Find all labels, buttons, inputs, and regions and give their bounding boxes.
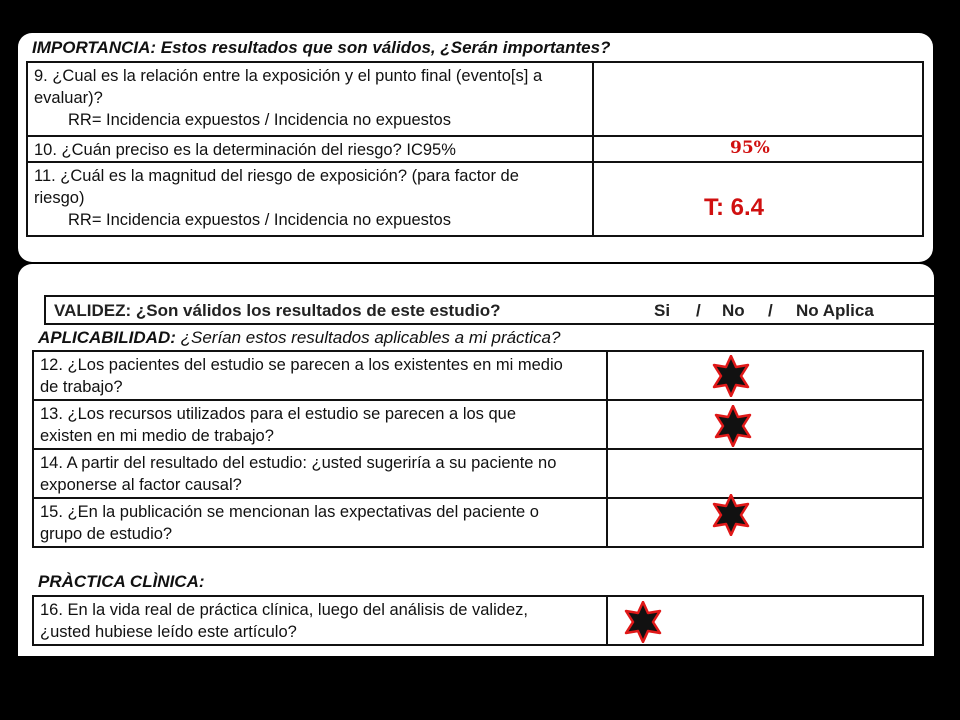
question-text: ¿usted hubiese leído este artículo? <box>40 623 297 641</box>
question-text: exponerse al factor causal? <box>40 476 242 494</box>
answer-cell-10[interactable] <box>593 136 923 162</box>
question-text: riesgo) <box>34 189 85 207</box>
importancia-title: IMPORTANCIA: Estos resultados que son válidos, ¿Serán importantes? <box>32 38 611 57</box>
question-10 <box>27 136 593 162</box>
validez-header <box>44 295 934 325</box>
aplicabilidad-question: ¿Serían estos resultados aplicables a mi práctica? <box>175 328 561 347</box>
question-15 <box>33 498 607 547</box>
star-icon <box>622 601 664 643</box>
importancia-card <box>18 33 933 262</box>
table-row <box>33 400 923 449</box>
table-row <box>33 351 923 400</box>
option-si: Si <box>654 301 671 320</box>
aplicabilidad-title <box>38 328 560 348</box>
question-text: de trabajo? <box>40 378 123 396</box>
question-text: grupo de estudio? <box>40 525 173 543</box>
table-row <box>33 596 923 645</box>
option-no-aplica: No Aplica <box>796 301 874 320</box>
question-text: 11. ¿Cuál es la magnitud del riesgo de exposición? (para factor de <box>34 167 519 185</box>
answer-cell-15[interactable] <box>607 498 923 547</box>
option-separator: / <box>768 301 773 320</box>
question-text: evaluar)? <box>34 89 103 107</box>
question-16 <box>33 596 607 645</box>
star-icon <box>712 405 754 447</box>
question-text: 9. ¿Cual es la relación entre la exposición y el punto final (evento[s] a <box>34 67 543 85</box>
question-text: existen en mi medio de trabajo? <box>40 427 274 445</box>
annotation-t-value: T: 6.4 <box>704 194 765 221</box>
question-12 <box>33 351 607 400</box>
answer-cell-9[interactable] <box>593 62 923 136</box>
question-text: 13. ¿Los recursos utilizados para el estudio se parecen a los que <box>40 405 517 423</box>
annotation-95: 95% <box>730 138 770 158</box>
question-13 <box>33 400 607 449</box>
practica-title: PRÀCTICA CLÌNICA: <box>38 572 205 591</box>
table-row <box>27 136 923 162</box>
importancia-table <box>26 61 924 237</box>
question-formula: RR= Incidencia expuestos / Incidencia no expuestos <box>68 111 451 129</box>
table-row <box>33 498 923 547</box>
table-row <box>27 162 923 236</box>
star-icon <box>710 355 752 397</box>
practica-table <box>32 595 924 646</box>
table-row <box>33 449 923 498</box>
option-separator: / <box>696 301 701 320</box>
validez-title: VALIDEZ: ¿Son válidos los resultados de este estudio? <box>54 301 501 320</box>
question-9 <box>27 62 593 136</box>
aplicabilidad-card <box>18 264 934 656</box>
question-text: 10. ¿Cuán preciso es la determinación del riesgo? IC95% <box>34 141 456 159</box>
aplicabilidad-label: APLICABILIDAD: <box>38 328 176 347</box>
option-no: No <box>722 301 745 320</box>
answer-cell-14[interactable] <box>607 449 923 498</box>
table-row <box>27 62 923 136</box>
question-14 <box>33 449 607 498</box>
question-text: 16. En la vida real de práctica clínica, luego del análisis de validez, <box>40 601 528 619</box>
answer-cell-11[interactable] <box>593 162 923 236</box>
answer-cell-13[interactable] <box>607 400 923 449</box>
question-formula: RR= Incidencia expuestos / Incidencia no expuestos <box>68 211 451 229</box>
aplicabilidad-table <box>32 350 924 548</box>
question-text: 12. ¿Los pacientes del estudio se parecen a los existentes en mi medio <box>40 356 563 374</box>
question-11 <box>27 162 593 236</box>
answer-cell-12[interactable] <box>607 351 923 400</box>
question-text: 14. A partir del resultado del estudio: ¿usted sugeriría a su paciente no <box>40 454 557 472</box>
star-icon <box>710 494 752 536</box>
question-text: 15. ¿En la publicación se mencionan las expectativas del paciente o <box>40 503 539 521</box>
